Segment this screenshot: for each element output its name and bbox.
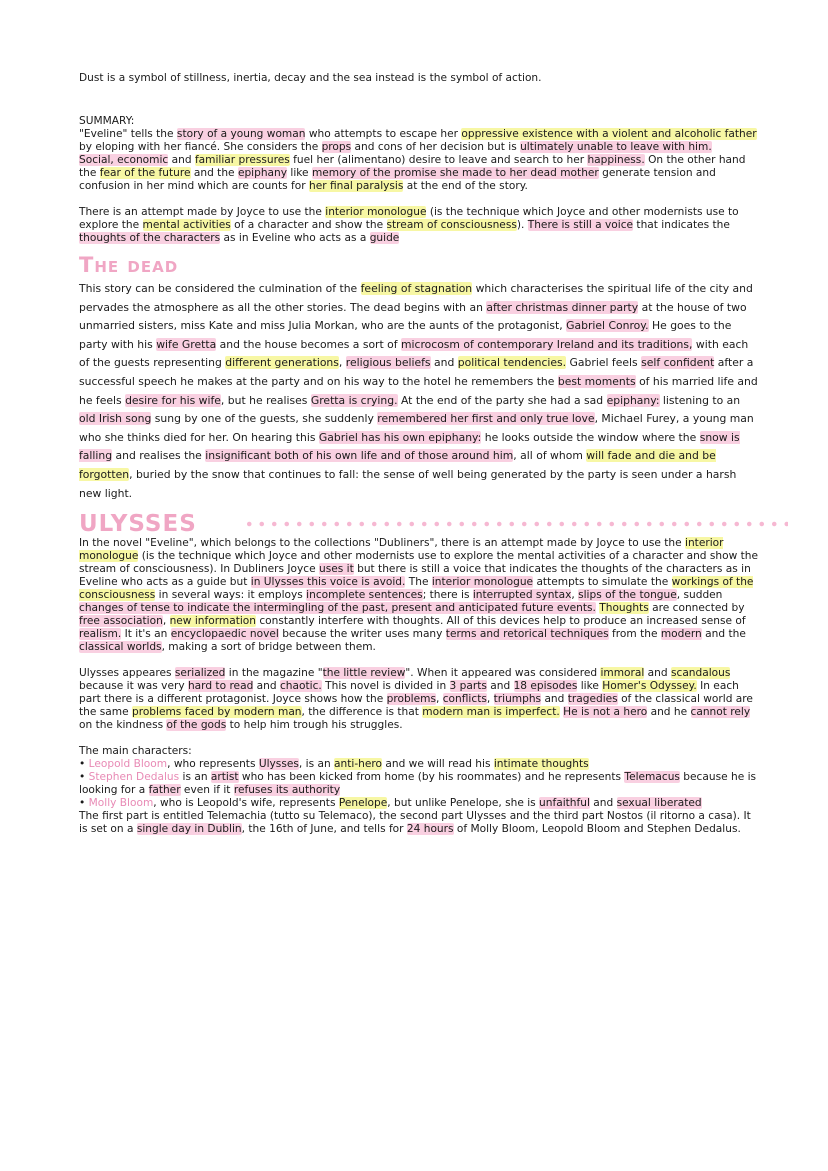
summary-paragraph-2 bbox=[79, 154, 759, 193]
text-run: fuel her (alimentano) desire to leave and search to her bbox=[289, 154, 588, 166]
text-run: and bbox=[644, 667, 671, 680]
highlight-pink: father bbox=[148, 784, 181, 797]
the-dead-paragraph bbox=[79, 280, 759, 503]
highlight-pink: Gabriel has his own epiphany: bbox=[318, 430, 482, 444]
text-run: At the end of the party she had a sad bbox=[397, 393, 607, 407]
highlight-pink: Telemacus bbox=[624, 771, 680, 784]
highlight-pink: epiphany bbox=[237, 167, 288, 179]
text-run: with each of the guests representing bbox=[79, 337, 749, 370]
text-run: ". When it appeared was considered bbox=[405, 667, 601, 680]
highlight-pink: guide bbox=[369, 232, 400, 244]
text-run: , bbox=[162, 615, 170, 628]
text-run: , bbox=[435, 693, 443, 706]
text-run: , Michael Furey, a young man who she thinks died for her. On hearing this bbox=[79, 412, 754, 444]
highlight-yellow: familiar pressures bbox=[194, 154, 290, 166]
highlight-yellow: scandalous bbox=[670, 667, 731, 680]
pink-text: Leopold Bloom bbox=[88, 758, 168, 771]
highlight-pink: serialized bbox=[174, 667, 226, 680]
highlight-yellow: modern man is imperfect. bbox=[422, 706, 560, 719]
text-run: , sudden bbox=[676, 589, 723, 602]
text-run: and bbox=[168, 154, 195, 166]
highlight-pink: single day in Dublin bbox=[136, 823, 242, 836]
notes-page bbox=[79, 72, 759, 836]
text-run: , but he realises bbox=[220, 393, 311, 407]
highlight-pink: There is still a voice bbox=[527, 219, 634, 231]
text-run: in the magazine " bbox=[225, 667, 323, 680]
text-run: generate tension and confusion in her mind which are counts for bbox=[79, 167, 716, 192]
ulysses-paragraph-2 bbox=[79, 667, 759, 732]
highlight-yellow: immoral bbox=[600, 667, 645, 680]
highlight-pink: memory of the promise she made to her dead mother bbox=[311, 167, 599, 179]
text-run: , who is Leopold's wife, represents bbox=[153, 797, 339, 810]
text-run: There is an attempt made by Joyce to use the bbox=[79, 206, 326, 218]
text-run: In the novel "Eveline", which belongs to the collections "Dubliners", there is an attempt made by Joyce to use the bbox=[79, 537, 686, 550]
character-item-molly bbox=[79, 797, 759, 810]
highlight-yellow: different generations bbox=[225, 356, 339, 370]
text-run: In each part there is a different protagonist. Joyce shows how the bbox=[79, 680, 739, 706]
pink-text: Molly Bloom bbox=[88, 797, 154, 810]
text-run: of a character and show the bbox=[230, 219, 387, 231]
text-run: in several ways: it employs bbox=[155, 589, 307, 602]
highlight-pink: modern bbox=[660, 628, 702, 641]
text-run: The bbox=[405, 576, 432, 589]
highlight-pink: classical worlds bbox=[79, 641, 162, 654]
text-run: , but unlike Penelope, she is bbox=[387, 797, 540, 810]
text-run: (is the technique which Joyce and other modernists use to explore the mental activities of a character and show the stream of consciousness). In Dubliners Joyce bbox=[79, 550, 759, 576]
text-run: at the house of two unmarried sisters, miss Kate and miss Julia Morkan, who are the aunts of the protagonist, bbox=[79, 300, 747, 333]
highlight-yellow: intimate thoughts bbox=[493, 758, 589, 771]
text-run: of Molly Bloom, Leopold Bloom and Stephen Dedalus. bbox=[453, 823, 741, 836]
highlight-pink: interrupted syntax bbox=[472, 589, 572, 602]
highlight-pink: sexual liberated bbox=[616, 797, 702, 810]
text-run: and bbox=[430, 356, 458, 370]
text-run: , buried by the snow that continues to fall: the sense of well being generated by the party is seen under a harsh new light. bbox=[79, 467, 737, 500]
highlight-yellow: her final paralysis bbox=[308, 180, 404, 192]
text-run: he looks outside the window where the bbox=[481, 430, 700, 444]
highlight-pink: microcosm of contemporary Ireland and its traditions, bbox=[401, 337, 693, 351]
text-run: • bbox=[79, 771, 89, 784]
text-run: and cons of her decision but is bbox=[351, 141, 521, 153]
highlight-pink: after christmas dinner party bbox=[486, 300, 639, 314]
highlight-yellow: new information bbox=[169, 615, 256, 628]
highlight-pink: free association bbox=[79, 615, 163, 628]
highlight-pink: artist bbox=[210, 771, 239, 784]
text-run: He goes to the party with his bbox=[79, 319, 732, 351]
text-run: , bbox=[571, 589, 579, 602]
text-run: (is the technique which Joyce and other modernists use to explore the bbox=[79, 206, 739, 231]
text-run: It it's an bbox=[121, 628, 171, 641]
highlight-pink: snow is falling bbox=[79, 430, 740, 463]
text-run: of his married life and he feels bbox=[79, 374, 758, 407]
text-run: constantly interfere with thoughts. All of this devices help to produce an increased sense of bbox=[255, 615, 746, 628]
highlight-yellow: Penelope bbox=[338, 797, 388, 810]
highlight-pink: Social, economic bbox=[79, 154, 169, 166]
highlight-pink: conflicts bbox=[442, 693, 487, 706]
highlight-pink: best moments bbox=[557, 374, 636, 388]
highlight-pink: old Irish song bbox=[79, 412, 152, 426]
highlight-yellow: fear of the future bbox=[99, 167, 191, 179]
highlight-yellow: political tendencies. bbox=[457, 356, 567, 370]
text-run: Ulysses appeares bbox=[79, 667, 175, 680]
character-item-stephen bbox=[79, 771, 759, 797]
highlight-pink: ultimately unable to leave with him. bbox=[520, 141, 712, 153]
highlight-pink: religious beliefs bbox=[345, 356, 431, 370]
highlight-pink: insignificant both of his own life and of those around him bbox=[205, 449, 514, 463]
highlight-yellow: Thoughts bbox=[599, 602, 649, 615]
text-run: and realises the bbox=[112, 449, 206, 463]
text-run: This novel is divided in bbox=[321, 680, 450, 693]
text-run: that indicates the bbox=[633, 219, 730, 231]
text-run: to help him trough his struggles. bbox=[226, 719, 403, 732]
text-run: On the other hand the bbox=[79, 154, 746, 179]
highlight-pink: epiphany: bbox=[606, 393, 660, 407]
highlight-pink: 3 parts bbox=[449, 680, 487, 693]
highlight-yellow: feeling of stagnation bbox=[360, 282, 473, 295]
text-run: , making a sort of bridge between them. bbox=[161, 641, 376, 654]
text-run: • bbox=[79, 758, 89, 771]
highlight-pink: happiness. bbox=[587, 154, 645, 166]
highlight-yellow: stream of consciousness bbox=[386, 219, 517, 231]
text-run: on the kindness bbox=[79, 719, 167, 732]
text-run: sung by one of the guests, she suddenly bbox=[151, 412, 378, 426]
highlight-pink: tragedies bbox=[567, 693, 618, 706]
text-run: ). bbox=[516, 219, 528, 231]
highlight-yellow: problems faced by modern man bbox=[131, 706, 302, 719]
ulysses-paragraph-1 bbox=[79, 537, 759, 654]
highlight-pink: in Ulysses this voice is avoid. bbox=[250, 576, 406, 589]
text-run: ; there is bbox=[422, 589, 473, 602]
text-run: but there is still a voice that indicates the thoughts of the characters as in Eveline who acts as a guide but bbox=[79, 563, 751, 589]
text-run: The first part is entitled Telemachia (tutto su Telemaco), the second part Ulysses and the third part Nostos (il ritorno a casa). It is set on a bbox=[79, 810, 751, 836]
highlight-pink: thoughts of the characters bbox=[79, 232, 221, 244]
highlight-yellow: workings of the consciousness bbox=[79, 576, 754, 602]
text-run: This story can be considered the culmination of the bbox=[79, 282, 361, 295]
highlight-pink: 24 hours bbox=[406, 823, 454, 836]
highlight-pink: Gretta is crying. bbox=[310, 393, 398, 407]
highlight-pink: Ulysses bbox=[258, 758, 299, 771]
text-run: which characterises the spiritual life of the city and pervades the atmosphere as all the other stories. The dead begins with an bbox=[79, 282, 753, 314]
text-run: , is an bbox=[298, 758, 335, 771]
highlight-pink: encyclopaedic novel bbox=[170, 628, 279, 641]
text-run: after a successful speech he makes at the party and on his way to the hotel he remembers the bbox=[79, 356, 754, 388]
text-run: and we will read his bbox=[382, 758, 494, 771]
text-run: , the 16th of June, and tells for bbox=[241, 823, 407, 836]
text-run: Gabriel feels bbox=[566, 356, 642, 370]
highlight-pink: Gabriel Conroy. bbox=[566, 319, 649, 333]
highlight-yellow: will fade and die and be forgotten bbox=[79, 449, 716, 481]
section-title-the-dead: The dead bbox=[79, 253, 179, 277]
highlight-pink: interior monologue bbox=[431, 576, 534, 589]
text-run: and bbox=[486, 680, 514, 693]
highlight-pink: problems bbox=[386, 693, 436, 706]
highlight-pink: unfaithful bbox=[539, 797, 590, 810]
highlight-pink: refuses its authority bbox=[233, 784, 341, 797]
text-run: as in Eveline who acts as a bbox=[220, 232, 370, 244]
text-run: by eloping with her fiancé. She considers the bbox=[79, 141, 322, 153]
summary-label: SUMMARY: bbox=[79, 115, 135, 127]
highlight-pink: the little review bbox=[322, 667, 406, 680]
highlight-pink: chaotic. bbox=[279, 680, 322, 693]
text-run: listening to an bbox=[659, 393, 741, 407]
main-characters-label: The main characters: bbox=[79, 745, 192, 758]
highlight-pink: hard to read bbox=[187, 680, 254, 693]
text-run: are connected by bbox=[648, 602, 745, 615]
text-run: from the bbox=[608, 628, 661, 641]
text-run: because it was very bbox=[79, 680, 188, 693]
summary-paragraph-3 bbox=[79, 206, 759, 245]
highlight-pink: incomplete sentences bbox=[306, 589, 423, 602]
highlight-yellow: interior monologue bbox=[325, 206, 427, 218]
text-run: like bbox=[577, 680, 603, 693]
text-run: who attempts to escape her bbox=[305, 128, 462, 140]
ulysses-title-text: ULYSSES bbox=[79, 511, 197, 538]
text-run: and he bbox=[647, 706, 691, 719]
highlight-yellow: interior monologue bbox=[79, 537, 724, 563]
highlight-pink: slips of the tongue bbox=[578, 589, 677, 602]
highlight-pink: story of a young woman bbox=[176, 128, 306, 140]
highlight-pink: uses it bbox=[318, 563, 354, 576]
text-run: and bbox=[541, 693, 568, 706]
text-run: attempts to simulate the bbox=[533, 576, 672, 589]
text-run: and the bbox=[701, 628, 746, 641]
highlight-pink: cannot rely bbox=[690, 706, 751, 719]
text-run: of the classical world are the same bbox=[79, 693, 753, 719]
text-run: and the bbox=[190, 167, 238, 179]
text-run: even if it bbox=[180, 784, 234, 797]
text-run: • bbox=[79, 797, 89, 810]
section-title-ulysses bbox=[79, 511, 759, 537]
text-run: at the end of the story. bbox=[403, 180, 528, 192]
text-run: is an bbox=[179, 771, 211, 784]
text-run: because the writer uses many bbox=[278, 628, 446, 641]
dotted-divider bbox=[243, 521, 788, 527]
text-run: like bbox=[287, 167, 312, 179]
highlight-pink: remembered her first and only true love bbox=[377, 412, 595, 426]
text-run: "Eveline" tells the bbox=[79, 128, 177, 140]
intro-line: Dust is a symbol of stillness, inertia, decay and the sea instead is the symbol of action. bbox=[79, 72, 542, 84]
text-run: , bbox=[338, 356, 346, 370]
text-run: and the house becomes a sort of bbox=[216, 337, 401, 351]
highlight-yellow: anti-hero bbox=[334, 758, 382, 771]
highlight-yellow: Homer's Odyssey. bbox=[602, 680, 697, 693]
highlight-pink: triumphs bbox=[493, 693, 542, 706]
text-run: , bbox=[486, 693, 494, 706]
text-run: , who represents bbox=[167, 758, 259, 771]
highlight-pink: props bbox=[321, 141, 352, 153]
highlight-yellow: oppressive existence with a violent and alcoholic father bbox=[461, 128, 757, 140]
text-run: who has been kicked from home (by his roommates) and he represents bbox=[238, 771, 625, 784]
highlight-pink: He is not a hero bbox=[563, 706, 648, 719]
text-run: because he is looking for a bbox=[79, 771, 757, 797]
text-run: and bbox=[253, 680, 280, 693]
character-item-leopold bbox=[79, 758, 759, 771]
highlight-pink: realism. bbox=[79, 628, 122, 641]
ulysses-paragraph-3 bbox=[79, 810, 759, 836]
summary-paragraph-1 bbox=[79, 128, 759, 154]
text-run: and bbox=[589, 797, 617, 810]
highlight-pink: 18 episodes bbox=[513, 680, 578, 693]
highlight-pink: of the gods bbox=[166, 719, 227, 732]
highlight-yellow: mental activities bbox=[142, 219, 231, 231]
highlight-pink: self confident bbox=[641, 356, 715, 370]
highlight-pink: desire for his wife bbox=[125, 393, 221, 407]
highlight-pink: wife Gretta bbox=[156, 337, 217, 351]
text-run: , the difference is that bbox=[301, 706, 423, 719]
highlight-pink: changes of tense to indicate the intermingling of the past, present and anticipated future events. bbox=[79, 602, 596, 615]
highlight-pink: terms and retorical techniques bbox=[445, 628, 609, 641]
pink-text: Stephen Dedalus bbox=[88, 771, 180, 784]
text-run: , all of whom bbox=[513, 449, 587, 463]
